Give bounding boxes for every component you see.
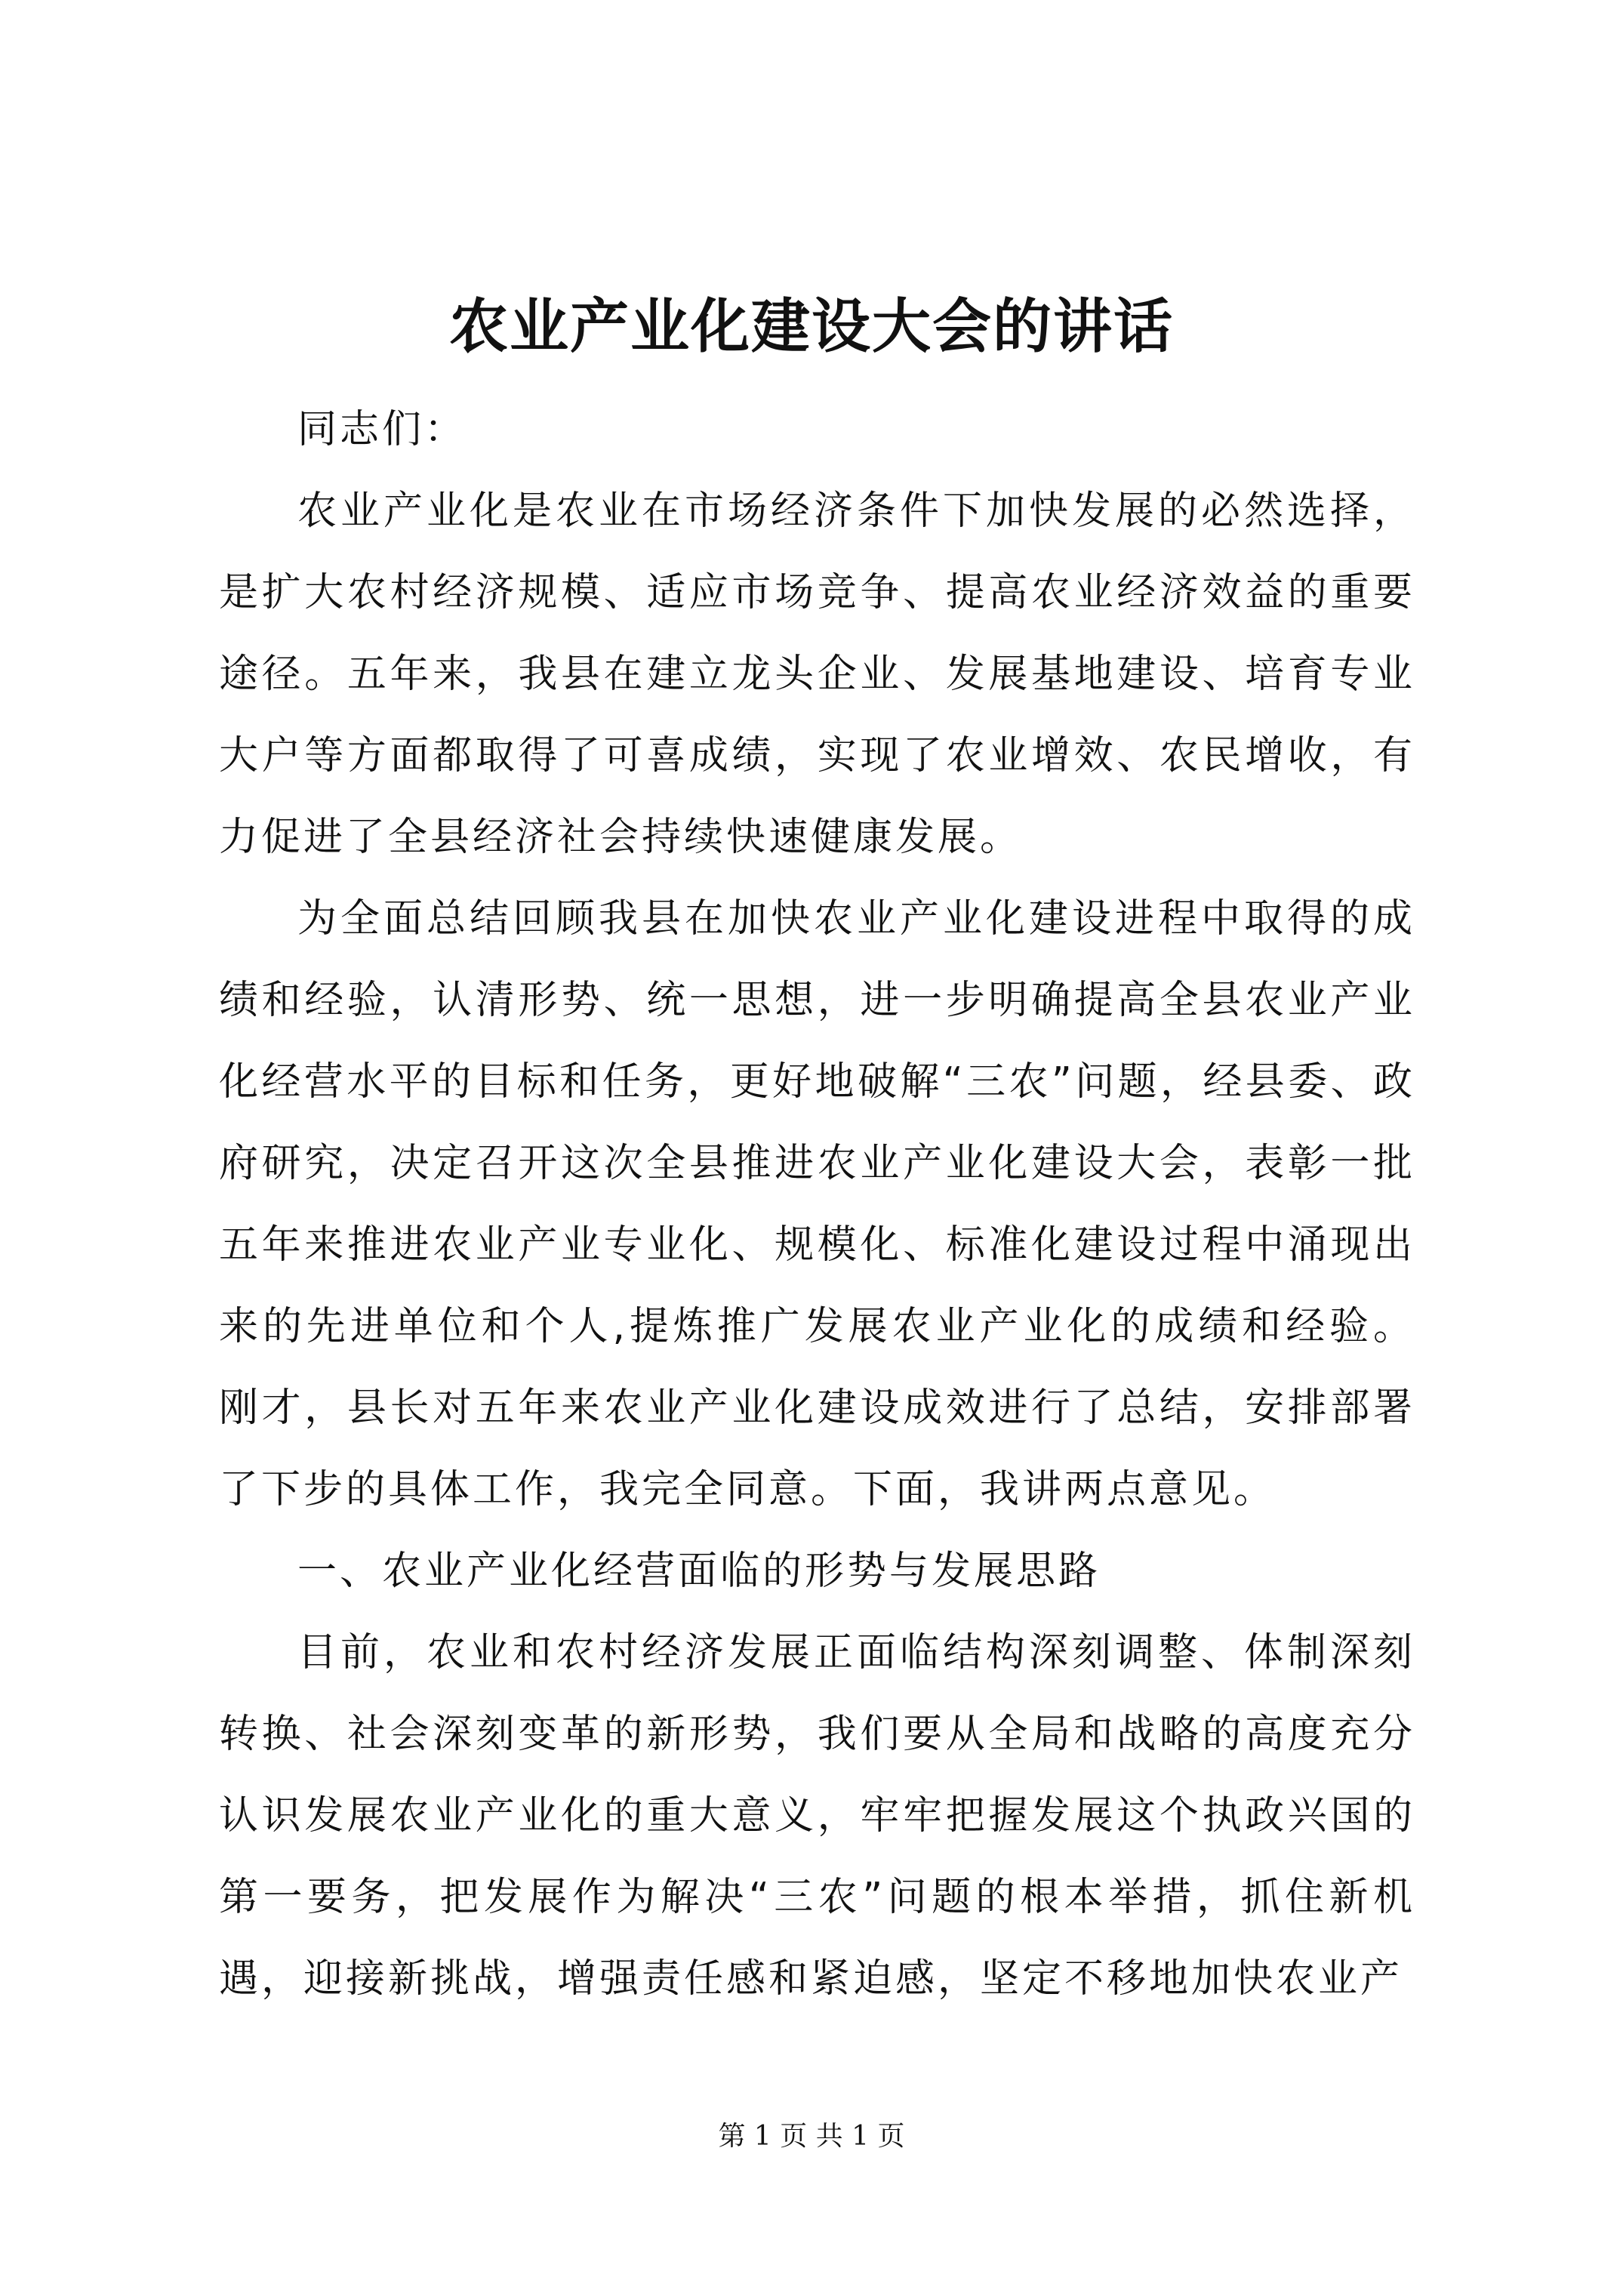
- document-title: 农业产业化建设大会的讲话: [448, 292, 1174, 361]
- paragraph-3: 目前，农业和农村经济发展正面临结构深刻调整、体制深刻转换、社会深刻变革的新形势，我们要从全局和战略的高度充分认识发展农业产业化的重大意义，牢牢把握发展这个执政兴国的第一要务，把发展作为解决“三农”问题的根本举措，抓住新机遇，迎接新挑战，增强责任感和紧迫感，坚定不移地加快农业产: [219, 1630, 1415, 2002]
- salutation: 同志们：: [297, 407, 467, 452]
- section-heading-1: 一、农业产业化经营面临的形势与发展思路: [297, 1549, 1101, 1594]
- paragraph-1: 农业产业化是农业在市场经济条件下加快发展的必然选择，是扩大农村经济规模、适应市场竞争、提高农业经济效益的重要途径。五年来，我县在建立龙头企业、发展基地建设、培育专业大户等方面都取得了可喜成绩，实现了农业增效、农民增收，有力促进了全县经济社会持续快速健康发展。: [219, 488, 1415, 860]
- document-body: [219, 389, 1415, 2020]
- page-number-footer: 第 1 页 共 1 页: [718, 2121, 905, 2152]
- paragraph-2: 为全面总结回顾我县在加快农业产业化建设进程中取得的成绩和经验，认清形势、统一思想，进一步明确提高全县农业产业化经营水平的目标和任务，更好地破解“三农”问题，经县委、政府研究，决定召开这次全县推进农业产业化建设大会，表彰一批五年来推进农业产业专业化、规模化、标准化建设过程中涌现出来的先进单位和个人,提炼推广发展农业产业化的成绩和经验。刚才，县长对五年来农业产业化建设成效进行了总结，安排部署了下步的具体工作，我完全同意。下面，我讲两点意见。: [219, 896, 1415, 1512]
